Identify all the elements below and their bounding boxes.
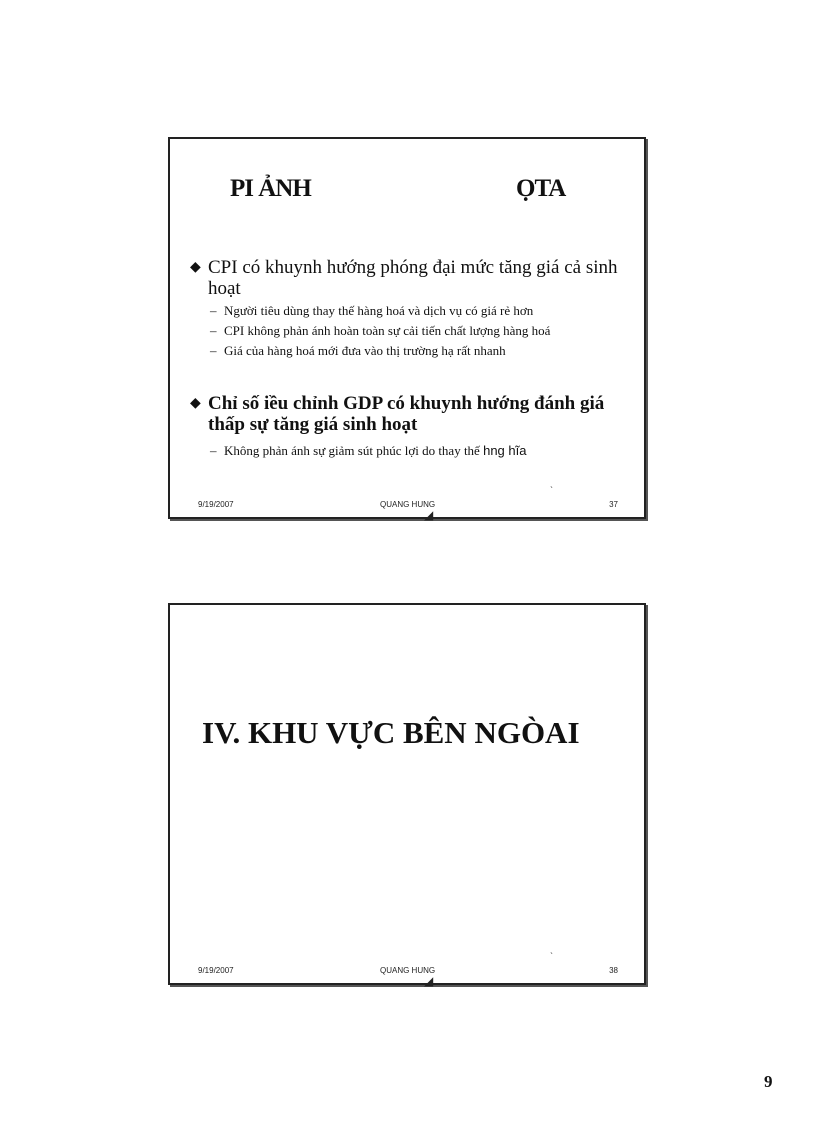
dash-icon: – xyxy=(210,323,217,338)
sub-bullet-list xyxy=(210,301,630,361)
slide-37 xyxy=(168,137,646,522)
sub-bullet-text: Người tiêu dùng thay thế hàng hoá và dịch vụ có giá rẻ hơn xyxy=(224,303,534,318)
footer-date: 9/19/2007 xyxy=(198,500,234,509)
page-number: 9 xyxy=(764,1072,773,1091)
sub-bullet xyxy=(210,301,630,321)
bullet-cpi xyxy=(190,257,630,299)
sub-bullet-text: Không phản ánh sự giảm sút phúc lợi do thay thế xyxy=(224,443,480,458)
slide-number: 37 xyxy=(609,500,618,509)
slide-title-right: ỌTA xyxy=(516,175,566,202)
sub-bullet-list xyxy=(210,441,630,461)
dash-icon: – xyxy=(210,343,217,358)
dash-icon: – xyxy=(210,303,217,318)
sub-bullet-tail: hng hĩa xyxy=(483,443,527,458)
logo-mark: ◢ xyxy=(424,508,434,522)
footer-author: QUANG HUNG xyxy=(380,966,436,975)
slide-38 xyxy=(168,603,646,988)
sub-bullet-text: Giá của hàng hoá mới đưa vào thị trường hạ rất nhanh xyxy=(224,343,506,358)
dash-icon: – xyxy=(210,443,217,458)
bullet-gdp-deflator xyxy=(190,393,630,435)
diamond-bullet-icon: ◆ xyxy=(190,260,201,275)
section-title: IV. KHU VỰC BÊN NGÒAI xyxy=(202,715,580,750)
bullet-text: CPI có khuynh hướng phóng đại mức tăng giá cả sinh hoạt xyxy=(208,257,618,299)
diamond-bullet-icon: ◆ xyxy=(190,396,201,411)
footer-author: QUANG HUNG xyxy=(380,500,436,509)
sub-bullet-text: CPI không phản ánh hoàn toàn sự cải tiến chất lượng hàng hoá xyxy=(224,323,551,338)
footer-date: 9/19/2007 xyxy=(198,966,234,975)
tick-mark: ˋ xyxy=(550,485,553,495)
tick-mark: ˋ xyxy=(550,951,553,961)
bullet-text: Chỉ số iều chỉnh GDP có khuynh hướng đánh giá thấp sự tăng giá sinh hoạt xyxy=(208,393,605,435)
sub-bullet xyxy=(210,441,630,461)
sub-bullet xyxy=(210,341,630,361)
sub-bullet xyxy=(210,321,630,341)
slide-number: 38 xyxy=(609,966,618,975)
logo-mark: ◢ xyxy=(424,974,434,988)
slide-title-left: PI ẢNH xyxy=(230,175,311,202)
